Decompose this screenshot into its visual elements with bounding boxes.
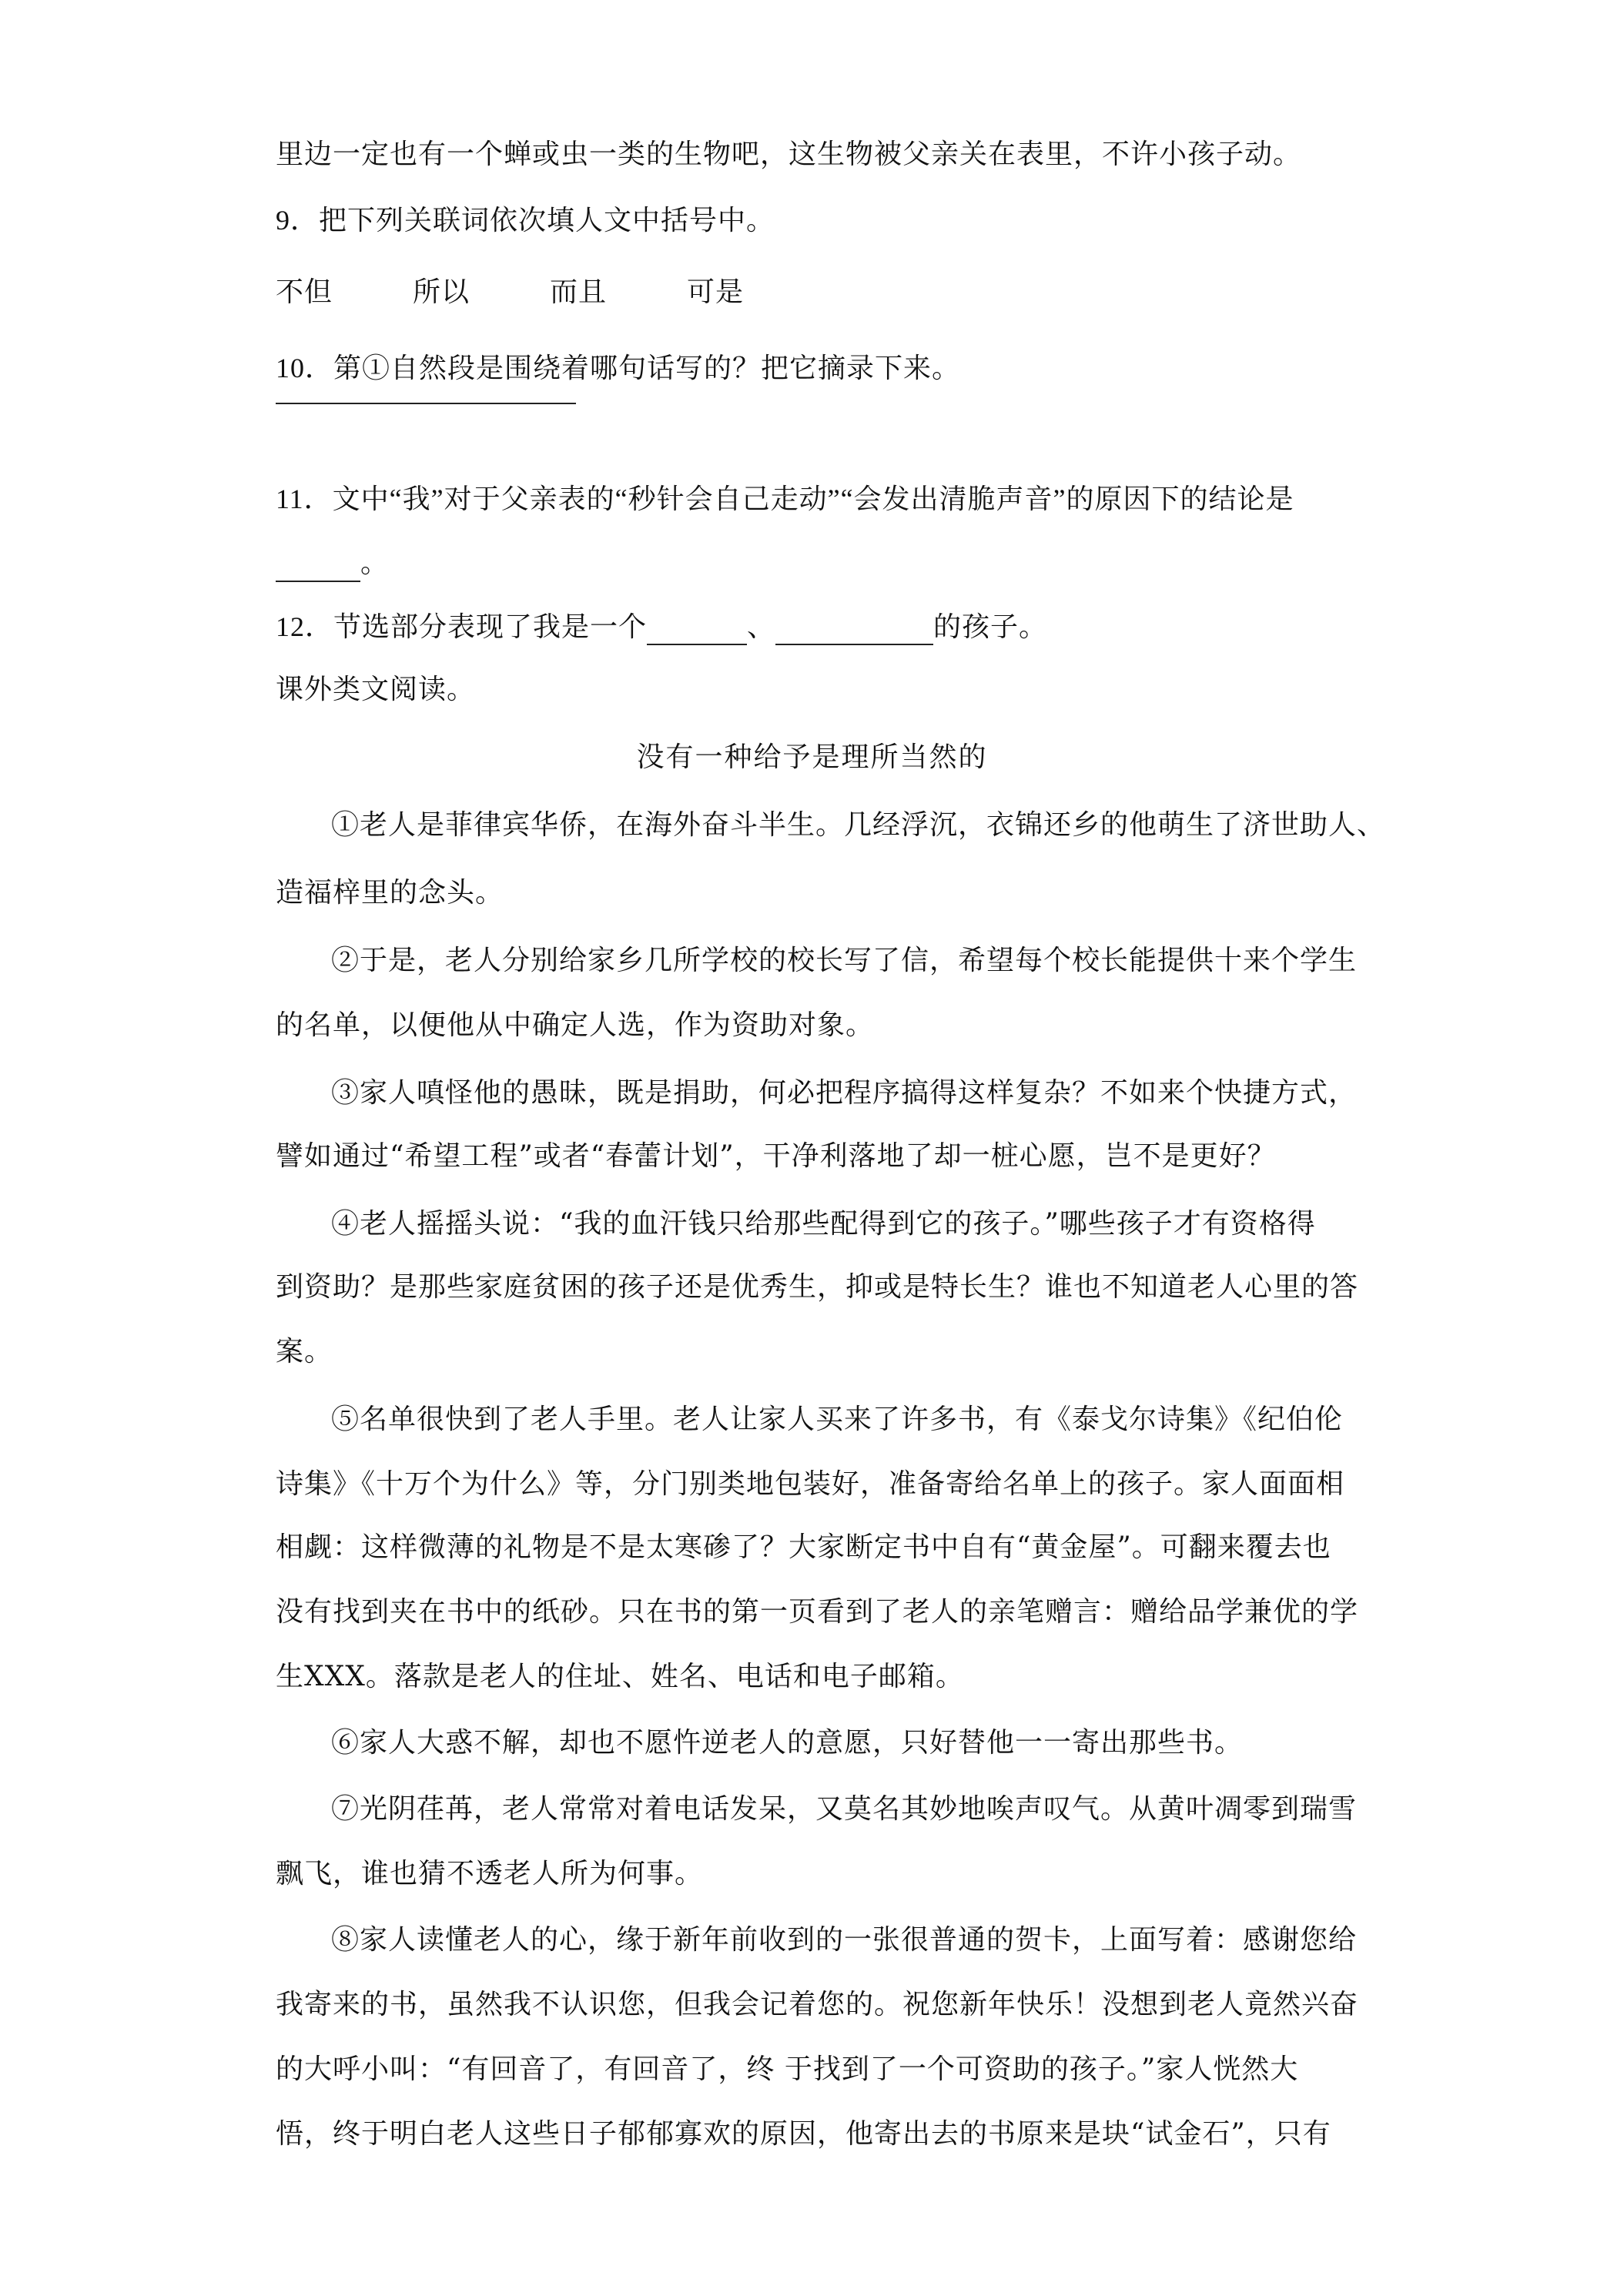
answer-blank <box>647 618 747 645</box>
answer-blank <box>775 618 933 645</box>
answer-blank <box>276 554 360 582</box>
paragraph-line: 相觑：这样微薄的礼物是不是太寒碜了？大家断定书中自有“黄金屋”。可翻来覆去也 <box>276 1531 1331 1563</box>
paragraph-line: 造福梓里的念头。 <box>276 877 504 909</box>
punctuation: 。 <box>360 547 390 579</box>
answer-line <box>276 403 576 404</box>
conjunction-word: 可是 <box>687 276 745 308</box>
conjunction-word: 所以 <box>413 276 470 308</box>
paragraph-line: 我寄来的书，虽然我不认识您，但我会记着您的。祝您新年快乐！没想到老人竟然兴奋 <box>276 1989 1359 2020</box>
conjunction-word: 而且 <box>550 276 608 308</box>
paragraph-line: 的名单，以便他从中确定人选，作为资助对象。 <box>276 1009 875 1041</box>
paragraph-line: 案。 <box>276 1336 333 1367</box>
conjunction-word: 不但 <box>276 276 333 308</box>
conjunction-list <box>276 274 779 311</box>
paragraph-line: 的大呼小叫：“有回音了，有回音了，终 于找到了一个可资助的孩子。”家人恍然大 <box>276 2053 1299 2085</box>
paragraph-line: ⑧家人读懂老人的心，缘于新年前收到的一张很普通的贺卡，上面写着：感谢您给 <box>331 1924 1358 1956</box>
paragraph-line: ①老人是菲律宾华侨，在海外奋斗半生。几经浮沉，衣锦还乡的他萌生了济世助人、 <box>331 809 1386 841</box>
paragraph-line: ⑥家人大惑不解，却也不愿忤逆老人的意愿，只好替他一一寄出那些书。 <box>331 1727 1244 1759</box>
paragraph-line: ⑤名单很快到了老人手里。老人让家人买来了许多书，有《泰戈尔诗集》《纪伯伦 <box>331 1404 1344 1435</box>
paragraph-line: 飘飞，谁也猜不透老人所为何事。 <box>276 1858 704 1889</box>
question-text: 的孩子。 <box>933 611 1048 642</box>
paragraph-line: 没有找到夹在书中的纸砂。只在书的第一页看到了老人的亲笔赠言：赠给品学兼优的学 <box>276 1596 1359 1628</box>
question-9: 9．把下列关联词依次填人文中括号中。 <box>276 205 775 236</box>
question-11: 11．文中“我”对于父亲表的“秒针会自己走动”“会发出清脆声音”的原因下的结论是 <box>276 484 1294 514</box>
paragraph-line: 生XXX。落款是老人的住址、姓名、电话和电子邮箱。 <box>276 1661 964 1692</box>
paragraph-line: ⑦光阴荏苒，老人常常对着电话发呆，又莫名其妙地唉声叹气。从黄叶凋零到瑞雪 <box>331 1793 1358 1825</box>
paragraph-line: 悟，终于明白老人这些日子郁郁寡欢的原因，他寄出去的书原来是块“试金石”，只有 <box>276 2118 1331 2150</box>
paragraph-line: ④老人摇摇头说：“我的血汗钱只给那些配得到它的孩子。”哪些孩子才有资格得 <box>331 1208 1316 1240</box>
paragraph-line: 到资助？是那些家庭贫困的孩子还是优秀生，抑或是特长生？谁也不知道老人心里的答 <box>276 1271 1359 1303</box>
article-title: 没有一种给予是理所当然的 <box>636 741 988 773</box>
question-text: 12．节选部分表现了我是一个 <box>276 611 648 642</box>
paragraph-line: 诗集》《十万个为什么》等，分门别类地包装好，准备寄给名单上的孩子。家人面面相 <box>276 1468 1345 1500</box>
paragraph-line: 譬如通过“希望工程”或者“春蕾计划”，干净利落地了却一桩心愿，岂不是更好？ <box>276 1140 1276 1172</box>
text-line: 里边一定也有一个蝉或虫一类的生物吧，这生物被父亲关在表里，不许小孩子动。 <box>276 139 1302 170</box>
punctuation: 、 <box>747 611 776 642</box>
paragraph-line: ②于是，老人分别给家乡几所学校的校长写了信，希望每个校长能提供十来个学生 <box>331 945 1358 976</box>
question-10: 10．第①自然段是围绕着哪句话写的？把它摘录下来。 <box>276 353 961 383</box>
section-heading: 课外类文阅读。 <box>276 674 476 705</box>
question-11-answer <box>276 545 389 582</box>
paragraph-line: ③家人嗔怪他的愚昧，既是捐助，何必把程序搞得这样复杂？不如来个快捷方式， <box>331 1077 1358 1109</box>
question-12 <box>276 608 1047 645</box>
